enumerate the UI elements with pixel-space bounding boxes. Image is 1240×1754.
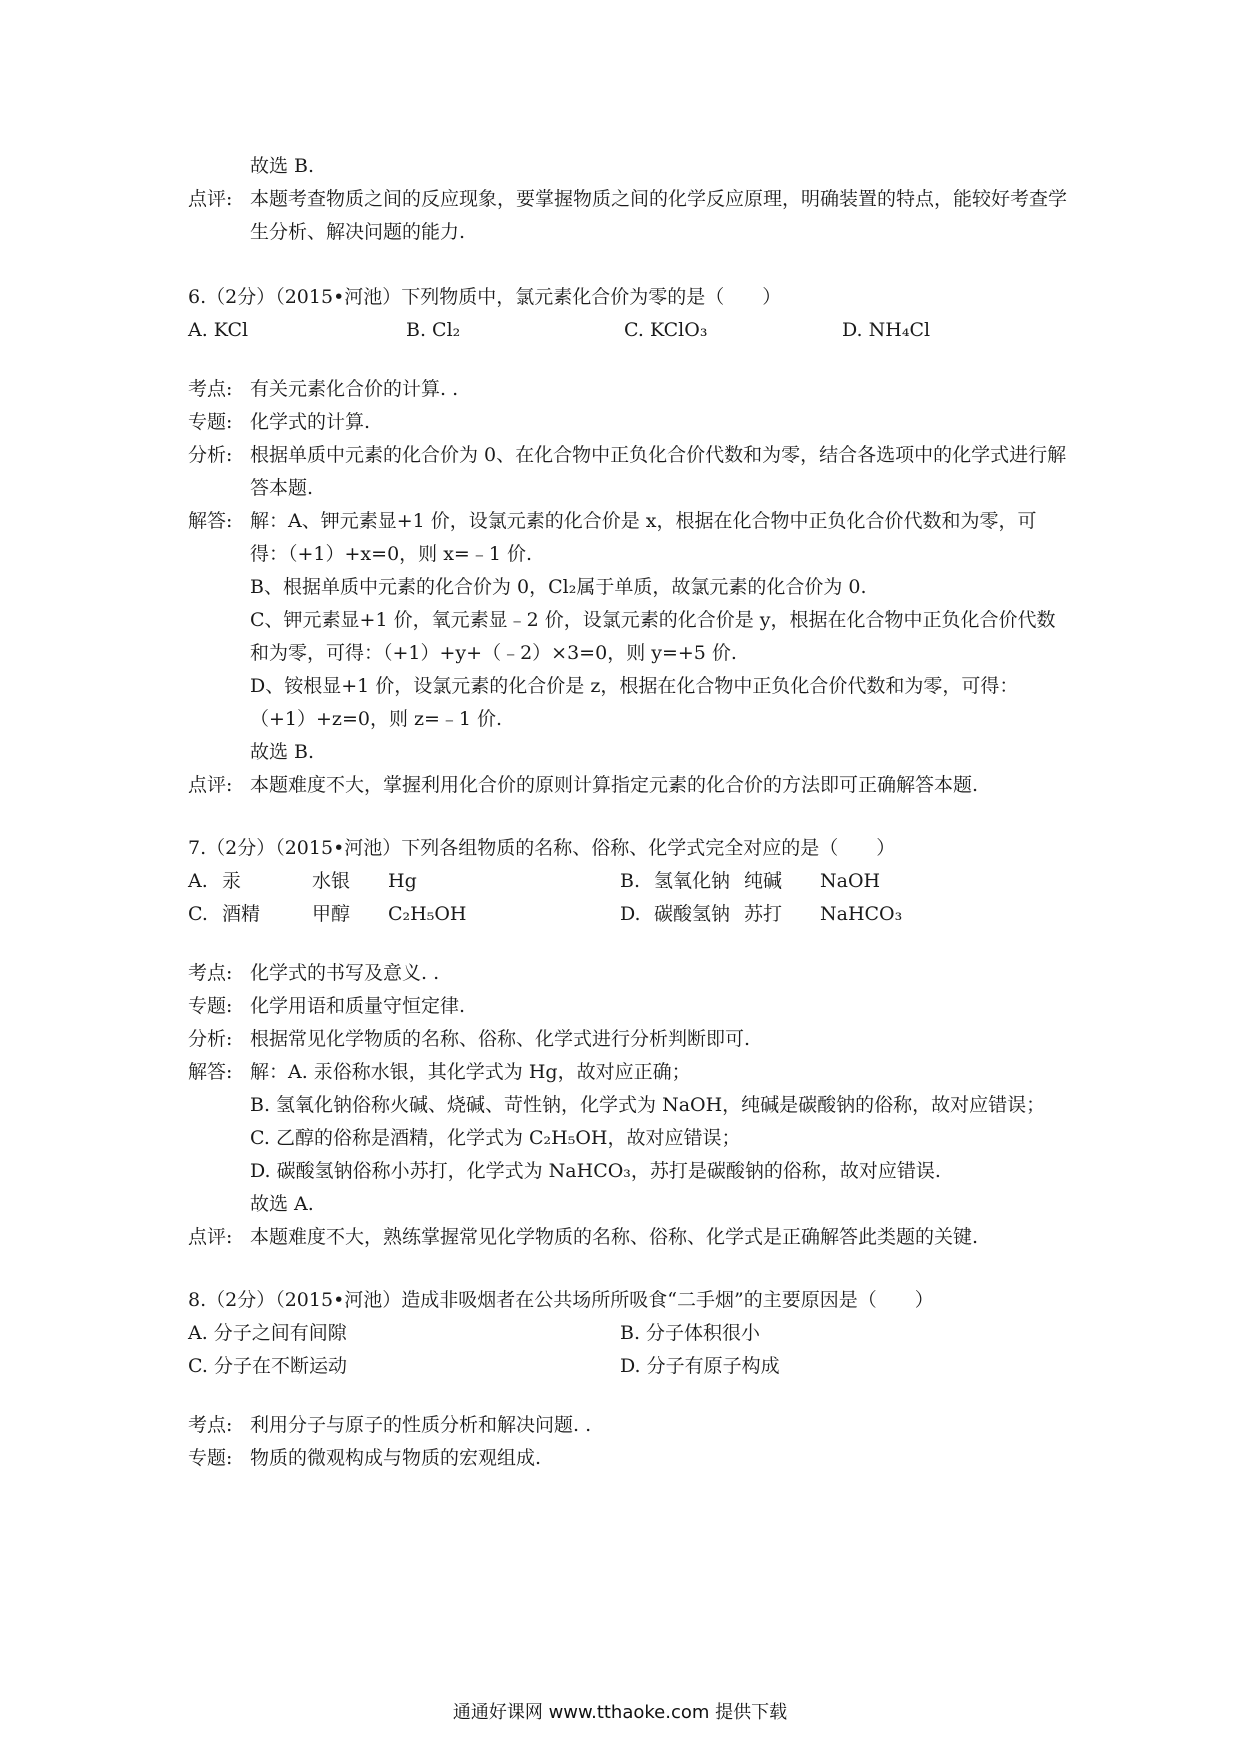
- q8-option-c: C. 分子在不断运动: [188, 1355, 347, 1377]
- q7-dianping: [188, 1221, 1068, 1254]
- option-name: 碳酸氢钠: [654, 903, 731, 925]
- kaodian-text: 化学式的书写及意义. .: [250, 962, 440, 984]
- kaodian-text: 有关元素化合价的计算. .: [250, 378, 459, 400]
- jieda-step: 解：A. 汞俗称水银，其化学式为 Hg，故对应正确；: [250, 1061, 691, 1083]
- option-letter: C.: [188, 903, 208, 925]
- zhuanti-text: 化学用语和质量守恒定律.: [250, 995, 466, 1017]
- option-common: 纯碱: [744, 870, 783, 892]
- q6-fenxi: [188, 439, 1068, 505]
- option-name: 酒精: [222, 903, 261, 925]
- fenxi-text: 根据单质中元素的化合价为 0、在化合物中正负化合价代数和为零，结合各选项中的化学式进行解答本题.: [250, 444, 1067, 499]
- q8-option-d: D. 分子有原子构成: [620, 1355, 780, 1377]
- q7-options-row1: [188, 865, 1068, 898]
- q6-option-c: C. KClO₃: [624, 319, 708, 341]
- jieda-step: B. 氢氧化钠俗称火碱、烧碱、苛性钠，化学式为 NaOH，纯碱是碳酸钠的俗称，故对应错误；: [250, 1094, 1046, 1116]
- review-label: 点评:: [188, 188, 233, 210]
- option-formula: NaOH: [820, 870, 881, 892]
- q6-zhuanti: [188, 406, 1068, 439]
- q8-zhuanti: [188, 1442, 1068, 1475]
- option-common: 水银: [312, 870, 351, 892]
- q7-option-b: [620, 865, 1052, 898]
- prev-answer-conclusion: 故选 B.: [250, 155, 315, 177]
- q7-jieda: [188, 1056, 1068, 1221]
- q7-options-row2: [188, 898, 1068, 931]
- dianping-label: 点评:: [188, 1226, 233, 1248]
- jieda-body: [250, 1056, 1068, 1221]
- page-footer: 通通好课网 www.tthaoke.com 提供下载: [452, 1702, 788, 1723]
- dianping-label: 点评:: [188, 774, 233, 796]
- fenxi-label: 分析:: [188, 1028, 233, 1050]
- q7-option-c: [188, 898, 620, 931]
- q8-option-a: A. 分子之间有间隙: [188, 1322, 347, 1344]
- zhuanti-label: 专题:: [188, 995, 233, 1017]
- option-formula: Hg: [388, 870, 417, 892]
- zhuanti-label: 专题:: [188, 1447, 233, 1469]
- q7-kaodian: [188, 957, 1068, 990]
- option-common: 苏打: [744, 903, 783, 925]
- q7-option-d: [620, 898, 1052, 931]
- jieda-conclusion: 故选 A.: [250, 1193, 314, 1215]
- jieda-step: C、钾元素显+1 价，氧元素显﹣2 价，设氯元素的化合价是 y，根据在化合物中正负化合价代数和为零，可得：（+1）+y+（﹣2）×3=0，则 y=+5 价.: [250, 609, 1056, 664]
- jieda-step: D、铵根显+1 价，设氯元素的化合价是 z，根据在化合物中正负化合价代数和为零，可得：（+1）+z=0，则 z=﹣1 价.: [250, 675, 1019, 730]
- zhuanti-text: 化学式的计算.: [250, 411, 371, 433]
- option-formula: NaHCO₃: [820, 903, 903, 925]
- q6-options: [188, 314, 1068, 347]
- page-content: [188, 150, 1068, 1475]
- q6-option-d: D. NH₄Cl: [842, 319, 931, 341]
- q6-stem: 6.（2分）（2015•河池）下列物质中，氯元素化合价为零的是（ ）: [188, 286, 782, 308]
- jieda-step: B、根据单质中元素的化合价为 0，Cl₂属于单质，故氯元素的化合价为 0.: [250, 576, 867, 598]
- option-name: 汞: [222, 870, 242, 892]
- prev-review: [188, 183, 1068, 249]
- review-text: 本题考查物质之间的反应现象，要掌握物质之间的化学反应原理，明确装置的特点，能较好考查学生分析、解决问题的能力.: [250, 188, 1068, 243]
- jieda-body: [250, 505, 1068, 769]
- q6-dianping: [188, 769, 1068, 802]
- q8-options-row2: [188, 1350, 1068, 1383]
- q6-option-b: B. Cl₂: [406, 319, 461, 341]
- option-letter: A.: [188, 870, 208, 892]
- q6-option-a: A. KCl: [188, 319, 249, 341]
- jieda-step: D. 碳酸氢钠俗称小苏打，化学式为 NaHCO₃，苏打是碳酸钠的俗称，故对应错误.: [250, 1160, 941, 1182]
- jieda-label: 解答:: [188, 510, 233, 532]
- q8-options-row1: [188, 1317, 1068, 1350]
- q8-stem: 8.（2分）（2015•河池）造成非吸烟者在公共场所所吸食“二手烟”的主要原因是（ ）: [188, 1289, 934, 1311]
- option-letter: B.: [620, 870, 641, 892]
- jieda-conclusion: 故选 B.: [250, 741, 315, 763]
- q6-jieda: [188, 505, 1068, 769]
- kaodian-label: 考点:: [188, 962, 233, 984]
- q8-option-b: B. 分子体积很小: [620, 1322, 761, 1344]
- kaodian-text: 利用分子与原子的性质分析和解决问题. .: [250, 1414, 592, 1436]
- q7-zhuanti: [188, 990, 1068, 1023]
- q7-fenxi: [188, 1023, 1068, 1056]
- kaodian-label: 考点:: [188, 378, 233, 400]
- fenxi-label: 分析:: [188, 444, 233, 466]
- q8-kaodian: [188, 1409, 1068, 1442]
- zhuanti-text: 物质的微观构成与物质的宏观组成.: [250, 1447, 542, 1469]
- option-common: 甲醇: [312, 903, 351, 925]
- option-formula: C₂H₅OH: [388, 903, 467, 925]
- fenxi-text: 根据常见化学物质的名称、俗称、化学式进行分析判断即可.: [250, 1028, 751, 1050]
- zhuanti-label: 专题:: [188, 411, 233, 433]
- option-letter: D.: [620, 903, 641, 925]
- q6-kaodian: [188, 373, 1068, 406]
- jieda-step: C. 乙醇的俗称是酒精，化学式为 C₂H₅OH，故对应错误；: [250, 1127, 741, 1149]
- q7-option-a: [188, 865, 620, 898]
- option-name: 氢氧化钠: [654, 870, 731, 892]
- jieda-step: 解：A、钾元素显+1 价，设氯元素的化合价是 x，根据在化合物中正负化合价代数和为零，可得：（+1）+x=0，则 x=﹣1 价.: [250, 510, 1037, 565]
- dianping-text: 本题难度不大，掌握利用化合价的原则计算指定元素的化合价的方法即可正确解答本题.: [250, 774, 979, 796]
- kaodian-label: 考点:: [188, 1414, 233, 1436]
- dianping-text: 本题难度不大，熟练掌握常见化学物质的名称、俗称、化学式是正确解答此类题的关键.: [250, 1226, 979, 1248]
- q7-stem: 7.（2分）（2015•河池）下列各组物质的名称、俗称、化学式完全对应的是（ ）: [188, 837, 896, 859]
- jieda-label: 解答:: [188, 1061, 233, 1083]
